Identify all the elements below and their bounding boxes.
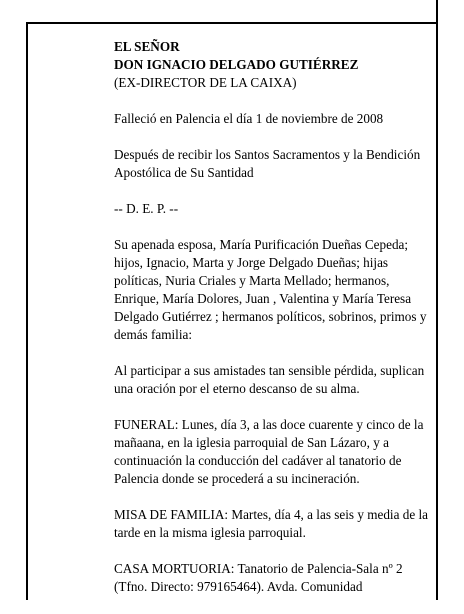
family-list: Su apenada esposa, María Purificación Dueñas Cepeda; hijos, Ignacio, Marta y Jorge Delgado Dueñas; hijas políticas, Nuria Criales y Marta Mellado; hermanos, Enrique, María Dolores, Juan , Valentina y María Teresa Delgado Gutiérrez ; hermanos políticos, sobrinos, primos y demás familia: xyxy=(114,237,427,342)
border-right-line xyxy=(436,0,438,600)
border-left-line xyxy=(26,23,28,600)
border-top-line xyxy=(26,22,438,24)
sacraments-statement: Después de recibir los Santos Sacramentos y la Bendición Apostólica de Su Santidad xyxy=(114,147,421,180)
deceased-title: EL SEÑOR xyxy=(114,39,180,54)
mortuary-details: CASA MORTUORIA: Tanatorio de Palencia-Sala nº 2 (Tfno. Directo: 979165464). Avda. Comunidad xyxy=(114,561,403,594)
deceased-name: DON IGNACIO DELGADO GUTIÉRREZ xyxy=(114,57,359,72)
deceased-position: (EX-DIRECTOR DE LA CAIXA) xyxy=(114,75,297,90)
obituary-text xyxy=(114,38,432,614)
dep-line: -- D. E. P. -- xyxy=(114,201,179,216)
death-statement: Falleció en Palencia el día 1 de noviembre de 2008 xyxy=(114,111,384,126)
family-mass-details: MISA DE FAMILIA: Martes, día 4, a las seis y media de la tarde en la misma iglesia parroquial. xyxy=(114,507,428,540)
prayer-request: Al participar a sus amistades tan sensible pérdida, suplican una oración por el eterno descanso de su alma. xyxy=(114,363,425,396)
funeral-details: FUNERAL: Lunes, día 3, a las doce cuarente y cinco de la mañaana, en la iglesia parroquial de San Lázaro, y a continuación la conducción del cadáver al tanatorio de Palencia donde se procederá a su incineración. xyxy=(114,417,424,486)
